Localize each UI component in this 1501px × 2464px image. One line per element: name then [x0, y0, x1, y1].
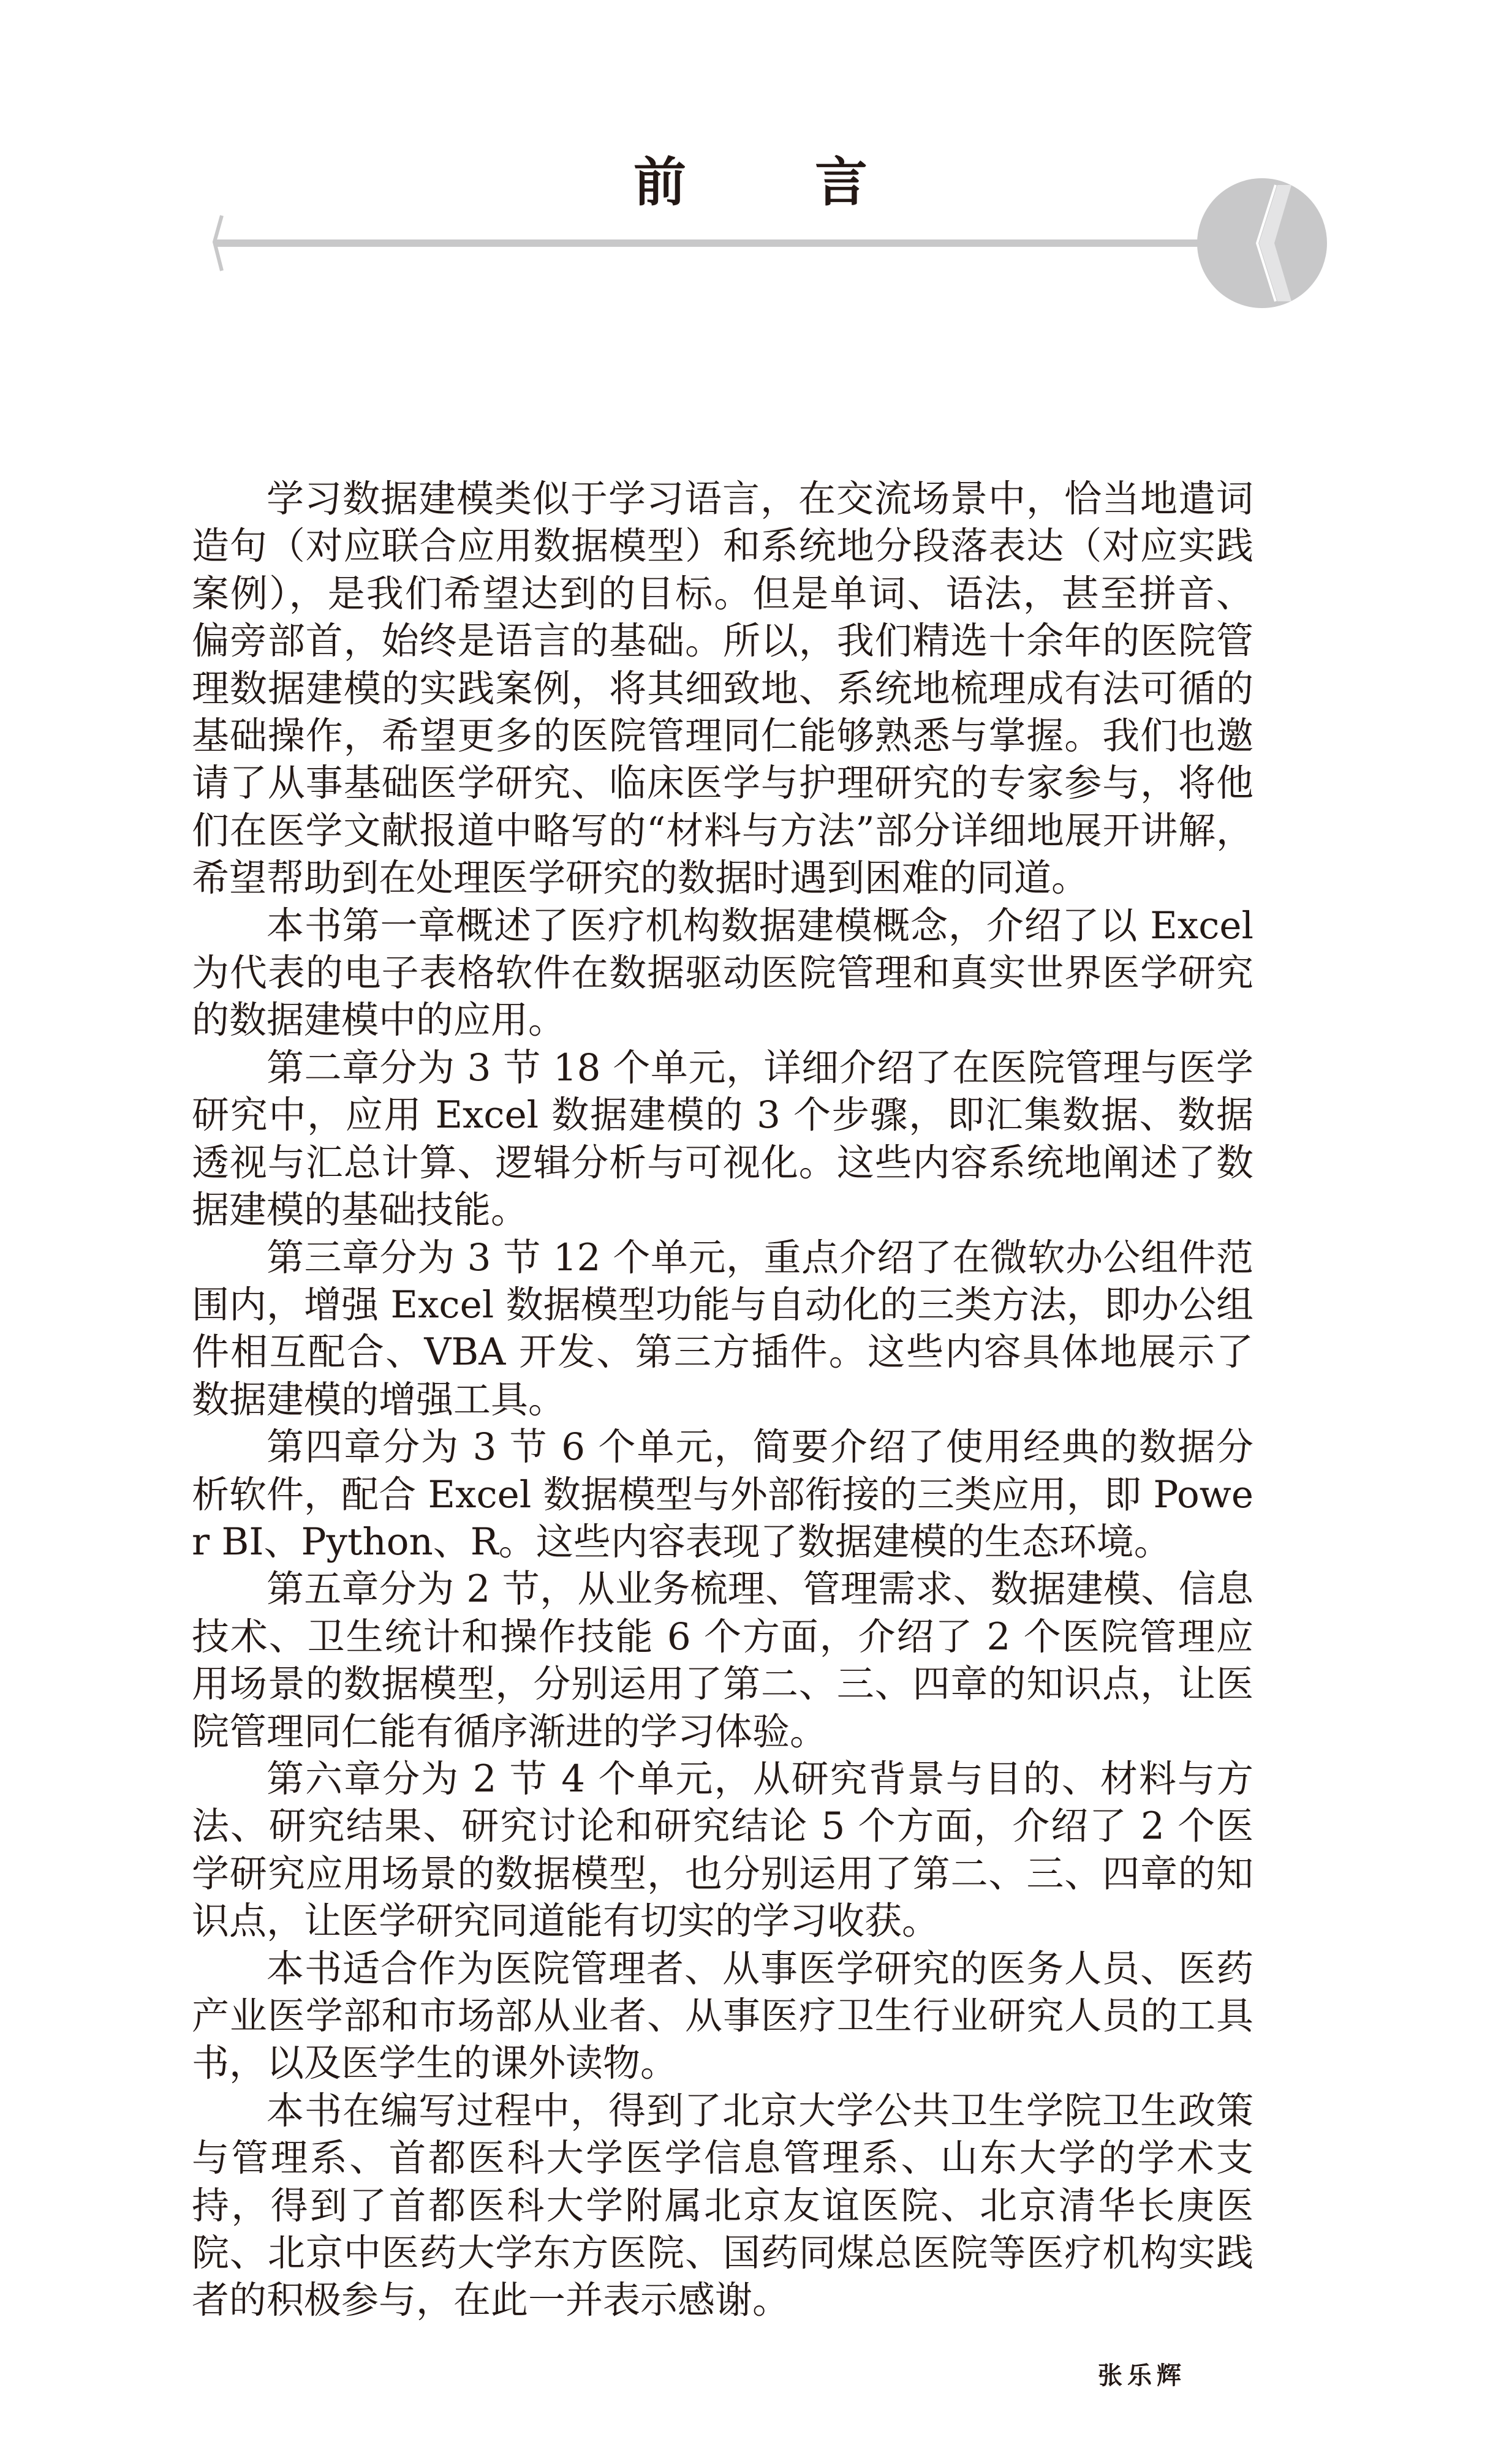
header-divider-bar: [214, 239, 1225, 247]
preface-content: [192, 475, 1253, 2464]
paragraph: 第三章分为 3 节 12 个单元，重点介绍了在微软办公组件范围内，增强 Excel 数据模型功能与自动化的三类方法，即办公组件相互配合、VBA 开发、第三方插件。这些内容具体地展示了数据建模的增强工具。: [192, 1235, 1253, 1422]
paragraph: 第五章分为 2 节，从业务梳理、管理需求、数据建模、信息技术、卫生统计和操作技能 6 个方面，介绍了 2 个医院管理应用场景的数据模型，分别运用了第二、三、四章的知识点，让医院管理同仁能有循序渐进的学习体验。: [192, 1567, 1253, 1754]
page-title: 前 言: [633, 152, 923, 213]
paragraph: 本书第一章概述了医疗机构数据建模概念，介绍了以 Excel 为代表的电子表格软件在数据驱动医院管理和真实世界医学研究的数据建模中的应用。: [192, 903, 1253, 1042]
paragraph: 第六章分为 2 节 4 个单元，从研究背景与目的、材料与方法、研究结果、研究讨论和研究结论 5 个方面，介绍了 2 个医学研究应用场景的数据模型，也分别运用了第二、三、四章的知识点，让医学研究同道能有切实的学习收获。: [192, 1757, 1253, 1943]
paragraph: 学习数据建模类似于学习语言，在交流场景中，恰当地遣词造句（对应联合应用数据模型）和系统地分段落表达（对应实践案例），是我们希望达到的目标。但是单词、语法，甚至拼音、偏旁部首，始终是语言的基础。所以，我们精选十余年的医院管理数据建模的实践案例，将其细致地、系统地梳理成有法可循的基础操作，希望更多的医院管理同仁能够熟悉与掌握。我们也邀请了从事基础医学研究、临床医学与护理研究的专家参与，将他们在医学文献报道中略写的“材料与方法”部分详细地展开讲解，希望帮助到在处理医学研究的数据时遇到困难的同道。: [192, 477, 1253, 900]
signature-row: [192, 2361, 1253, 2391]
paragraph: 第四章分为 3 节 6 个单元，简要介绍了使用经典的数据分析软件，配合 Excel 数据模型与外部衔接的三类应用，即 Power BI、Python、R。这些内容表现了数据建模的生态环境。: [192, 1425, 1253, 1564]
chevron-left-circle-icon: [208, 175, 1336, 315]
preface-body: [192, 475, 1253, 2324]
paragraph: 第二章分为 3 节 18 个单元，详细介绍了在医院管理与医学研究中，应用 Excel 数据建模的 3 个步骤，即汇集数据、数据透视与汇总计算、逻辑分析与可视化。这些内容系统地阐述了数据建模的基础技能。: [192, 1046, 1253, 1232]
paragraph: 本书在编写过程中，得到了北京大学公共卫生学院卫生政策与管理系、首都医科大学医学信息管理系、山东大学的学术支持，得到了首都医科大学附属北京友谊医院、北京清华长庚医院、北京中医药大学东方医院、国药同煤总医院等医疗机构实践者的积极参与，在此一并表示感谢。: [192, 2089, 1253, 2323]
author-signature: 张乐辉: [1098, 2361, 1186, 2390]
paragraph: 本书适合作为医院管理者、从事医学研究的医务人员、医药产业医学部和市场部从业者、从事医疗卫生行业研究人员的工具书，以及医学生的课外读物。: [192, 1946, 1253, 2085]
